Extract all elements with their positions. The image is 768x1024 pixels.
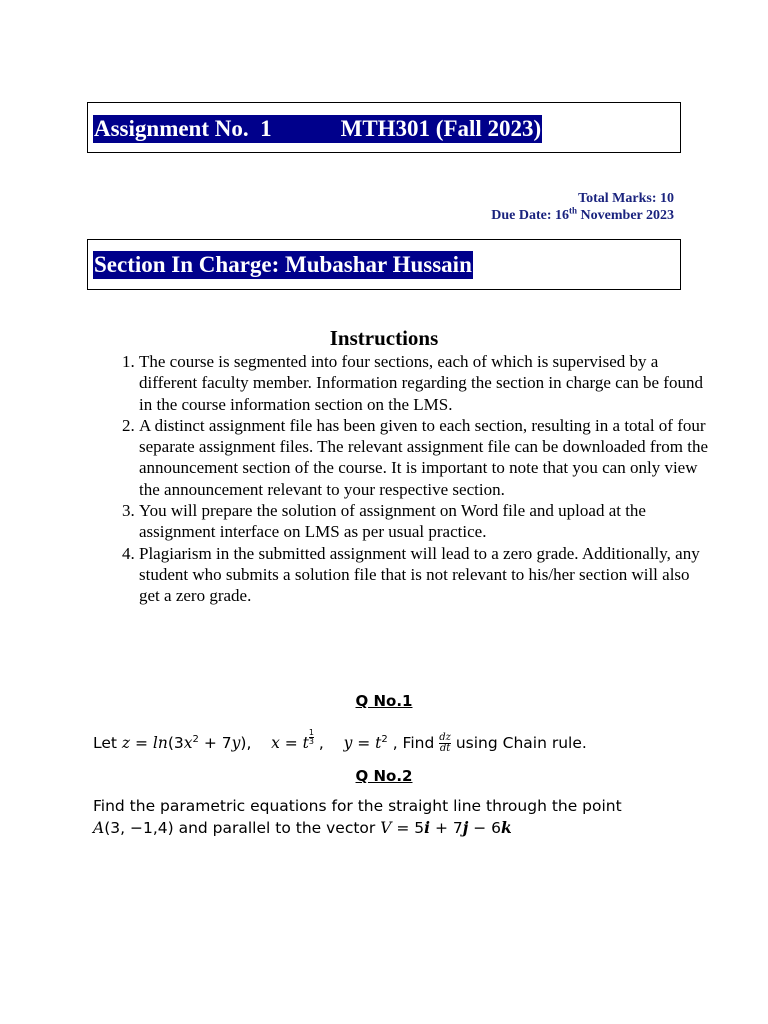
instructions-title: Instructions — [329, 326, 439, 350]
due-date: Due Date: 16th November 2023 — [491, 205, 674, 223]
total-marks: Total Marks: 10 — [578, 191, 674, 206]
question-1-text: Let $z = \ln(3x^2 + 7y)$, x = t $\frac{1}{3}$ , $y = t^2$ , Find $\frac{dz}{dt}$ using Chain rule. — [93, 728, 587, 755]
instruction-item: 1. The course is segmented into four sections, each of which is supervised by a different faculty member. Information regarding the section in charge can be found in the course information section on the LMS. — [139, 351, 714, 415]
instruction-item: 3. You will prepare the solution of assignment on Word file and upload at the assignment interface on LMS as per usual practice. — [139, 500, 714, 543]
instruction-item: 2. A distinct assignment file has been given to each section, resulting in a total of four separate assignment files. The relevant assignment file can be downloaded from the announcement section of the course. It is important to note that you can only view the announcement relevant to your respective section. — [139, 415, 714, 500]
section-in-charge: Section In Charge: Mubashar Hussain — [94, 252, 472, 277]
instructions-list — [99, 351, 714, 607]
section-in-charge-box — [87, 239, 681, 290]
instruction-item: 4. Plagiarism in the submitted assignment will lead to a zero grade. Additionally, any student who submits a solution file that is not relevant to his/her section will also get a zero grade. — [139, 543, 714, 607]
assignment-title: Assignment No. 1 MTH301 (Fall 2023) — [94, 116, 542, 141]
assignment-title-box — [87, 102, 681, 153]
question-2-heading: Q No.2 — [355, 767, 413, 785]
question-2-text: Find the parametric equations for the straight line through the point A(3, −1,4) and parallel to the vector V = 5i + 7j − 6k — [93, 797, 622, 837]
question-1-heading: Q No.1 — [355, 692, 413, 710]
